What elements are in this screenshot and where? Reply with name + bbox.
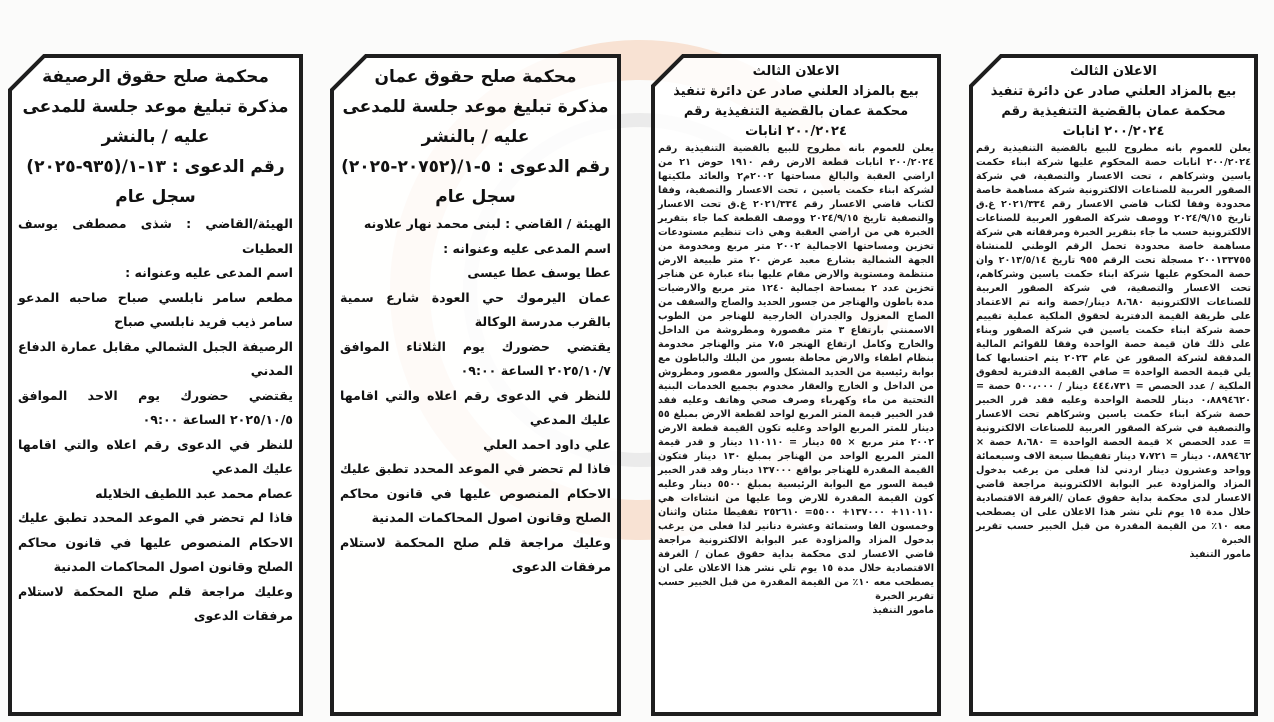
- defendant-name: عطا يوسف عطا عيسى: [467, 265, 611, 280]
- case-number: رقم الدعوى : ٥-١/(٢٠٧٥٢-٢٠٢٥) سجل عام: [341, 157, 610, 207]
- hearing-purpose: للنظر في الدعوى رقم اعلاه والتي اقامها عليك المدعي: [340, 387, 611, 427]
- instruction: وعليك مراجعة قلم صلح المحكمة لاستلام مرفقات الدعوى: [340, 534, 611, 574]
- notice-heading: الاعلان الثالث: [1070, 64, 1157, 79]
- plaintiff-name: عصام محمد عبد اللطيف الخلايله: [95, 485, 293, 501]
- notice-title: مذكرة تبليغ موعد جلسة للمدعى عليه / بالنشر: [22, 97, 289, 147]
- notice-title: بيع بالمزاد العلني صادر عن دائرة تنفيذ محكمة عمان بالقضية التنفيذية رقم ٢٠٠/٢٠٢٤ انابات: [990, 84, 1237, 139]
- auction-notice-land: [651, 54, 941, 716]
- notice-body: يعلن للعموم بانه مطروح للبيع بالقضية التنفيذية رقم ٢٠٠/٢٠٢٤ انابات حصة المحكوم عليها شركة ابناء حكمت ياسين وشركاهم ، تحت الاعسار والتصفية، في شركة الصقور العربية للصناعات الالكترونية شركة مساهمة خاصة محدودة وفقا لكتاب قاضي الاعسار رقم ٢٠٢١/٣٣٤ غ.ق تاريخ ٢٠٢٤/٩/١٥ ووصف شركة الصقور العربية للصناعات الالكترونية حسب ما جاء بتقرير الخبرة ومرفقاته هي شركة مساهمة خاصة محدودة تحمل الرقم الوطني للمنشاة ٢٠٠١٣٣٧٥٥ مسجلة تحت الرقم ٩٥٥ تاريخ ٢٠١٣/٥/١٤ وان حصة المحكوم عليها شركة ابناء حكمت ياسين وشركاهم، تحت الاعسار والتصفية، في شركة الصقور العربية للصناعات الالكترونية ٨،٦٨٠ دينار/حصة وانه تم الاعتماد على طريقة القيمة الدفترية لحقوق الملكية عملية تقييم حصة شركة ابناء حكمت ياسين في شركة الصقور وبناء على ذلك فان قيمة حصة الواحدة وفقا للقوائم المالية المدققة لشركة الصقور عن عام ٢٠٢٣ يتم احتسابها كما يلي قيمة الحصة الواحدة = صافي القيمة الدفترية لحقوق الملكية / عدد الحصص = ٤٤٤،٧٣١ دينار / ٥٠٠،٠٠٠ حصة = ٠،٨٨٩٤٦٢٠ دينار للحصة الواحدة وعليه فقد قرر الخبير حصة شركة ابناء حكمت ياسين وشركاهم تحت الاعسار والتصفية في شركة الصقور العربية للصناعات الالكترونية = عدد الحصص × قيمة الحصة الواحدة = ٨،٦٨٠ حصة × ٠،٨٨٩٤٦٢ دينار = ٧،٧٢١ دينار تقفيطا سبعة الاف وسبعمائة وواحد وعشرون دينار اردني لذا فعلى من يرغب بدخول المزاد والمزاودة عبر البوابة الالكترونية مراجعة قاضي الاعسار لدى محكمة بداية حقوق عمان /الغرفة الاقتصادية خلال مدة ١٥ يوم تلي نشر هذا الاعلان على ان يصطحب معه ١٠٪ من القيمة المقدرة من قبل الخبير حسب تقرير الخبرة: [976, 143, 1252, 546]
- defendant-label: اسم المدعى عليه وعنوانه :: [443, 240, 611, 256]
- legal-warning: فاذا لم تحضر في الموعد المحدد تطبق عليك الاحكام المنصوص عليها في قانون محاكم الصلح وقانون اصول المحاكمات المدنية: [340, 461, 611, 525]
- notice-body: يعلن للعموم بانه مطروح للبيع بالقضية التنفيذية رقم ٢٠٠/٢٠٢٤ انابات قطعة الارض رقم ١٩١٠ حوض ٢١ من اراضي العقبة والبالغ مساحتها ٢٠٠٢م٢ والعائد ملكيتها لشركة ابناء حكمت ياسين ، تحت الاعسار والتصفية، وفقا لكتاب قاضي الاعسار رقم ٢٠٢١/٣٣٤ غ.ق تحت الاعسار والتصفية تاريخ ٢٠٢٤/٩/١٥ ووصف القطعة كما جاء بتقرير الخبرة هي من اراضي العقبة وهي ذات تنظيم مستودعات تخزين ومساحتها الاجمالية ٢٠٠٢ متر مربع ومخدومة من الجهة الشمالية بشارع معبد عرض ٢٠ متر طبيعة الارض منتظمة ومستوية والارض مقام عليها بناء عبارة عن هناجر تخزين عدد ٢ بمساحة اجمالية ١٢٤٠ متر مربع والارضيات مدة باطون والهناجر من جسور الحديد والصاج والسقف من الصاج المعزول والجدران الخارجية للهناجر من الطوب الاسمنتي بارتفاع ٣ متر مقصورة ومطروشة من الداخل والخارج وكامل ارتفاع الهنجر ٧،٥ متر والهناجر مخدومة بنظام اطفاء والارض محاطة بسور من البلك والباطون مع بوابة رئيسية من الحديد المشكل والسور مقصور ومطروش من الداخل و الخارج والعقار مخدوم بجميع الخدمات البنية التحتية من ماء وكهرباء وصرف صحي وهاتف وعليه فقد قدر الخبير قيمة المتر المربع لواحد لقطعة الارض بمبلغ ٥٥ دينار للمتر المربع الواحد وعليه تكون القيمة قطعة الارض ٢٠٠٢ متر مربع × ٥٥ دينار = ١١٠١١٠ دينار و قدر قيمة المتر المربع الواحد من الهناجر بمبلغ ١٣٠ دينار فتكون القيمة المقدرة للهناجر بواقع ١٣٧٠٠٠ دينار وقد قدر الخبير قيمة السور مع البوابة الرئيسية بمبلغ ٥٥٠٠ دينار وعليه كون القيمة المقدرة للارض وما عليها من انشاءات هي ١١٠١١٠+ ١٣٧٠٠٠+ ٥٥٠٠= ٢٥٢٦١٠ تفقيطا مئتان واثنان وخمسون الفا وستمائة وعشرة دنانير لذا فعلى من يرغب بدخول المزاد والمزاودة عبر البوابة الالكترونية مراجعة قاضي الاعسار لدى محكمة بداية حقوق عمان / الغرفة الاقتصادية خلال مدة ١٥ يوم تلي نشر هذا الاعلان على ان يصطحب معه ١٠٪ من القيمة المقدرة من قبل الخبير حسب تقرير الخبرة: [658, 143, 935, 602]
- hearing-date: يقتضي حضورك يوم الاحد الموافق ٢٠٢٥/١٠/٥ الساعة ٠٩:٠٠: [18, 387, 293, 427]
- notice-rusaifa-court: [8, 54, 303, 716]
- court-name: محكمة صلح حقوق عمان: [374, 67, 577, 87]
- judge: الهيئة/القاضي : شذى مصطفى يوسف العطيات: [18, 216, 293, 256]
- legal-warning: فاذا لم تحضر في الموعد المحدد تطبق عليك الاحكام المنصوص عليها في قانون محاكم الصلح وقانون اصول المحاكمات المدنية: [18, 510, 293, 574]
- notice-amman-court: [330, 54, 621, 716]
- register-type: سجل عام: [115, 187, 196, 207]
- hearing-date: يقتضي حضورك يوم الثلاثاء الموافق ٢٠٢٥/١٠/٧ الساعة ٠٩:٠٠: [340, 338, 611, 378]
- auction-notice-shares: [969, 54, 1258, 716]
- judge: الهيئة / القاضي : لبنى محمد نهار علاونه: [363, 216, 611, 231]
- defendant-name: مطعم سامر نابلسي صباح صاحبه المدعو سامر ذيب فريد نابلسي صباح: [18, 289, 293, 329]
- defendant-address: عمان اليرموك حي العودة شارع سمية بالقرب مدرسة الوكالة: [340, 289, 611, 329]
- hearing-purpose: للنظر في الدعوى رقم اعلاه والتي اقامها عليك المدعي: [18, 436, 293, 476]
- signature: مامور التنفيذ: [872, 605, 934, 616]
- notice-title: مذكرة تبليغ موعد جلسة للمدعى عليه / بالنشر: [342, 97, 609, 147]
- instruction: وعليك مراجعة قلم صلح المحكمة لاستلام مرفقات الدعوى: [18, 583, 293, 623]
- plaintiff-name: علي داود احمد العلي: [483, 436, 611, 452]
- case-number: رقم الدعوى : ١٣-١/(٩٣٥-٢٠٢٥): [26, 157, 285, 177]
- notice-title: بيع بالمزاد العلني صادر عن دائرة تنفيذ محكمة عمان بالقضية التنفيذية رقم ٢٠٠/٢٠٢٤ انابات: [673, 84, 919, 139]
- signature: مامور التنفيذ: [1189, 549, 1251, 560]
- notice-heading: الاعلان الثالث: [752, 64, 840, 79]
- court-name: محكمة صلح حقوق الرصيفة: [42, 67, 269, 87]
- defendant-label: اسم المدعى عليه وعنوانه :: [125, 265, 293, 280]
- defendant-address: الرصيفة الجبل الشمالي مقابل عمارة الدفاع المدني: [18, 338, 293, 378]
